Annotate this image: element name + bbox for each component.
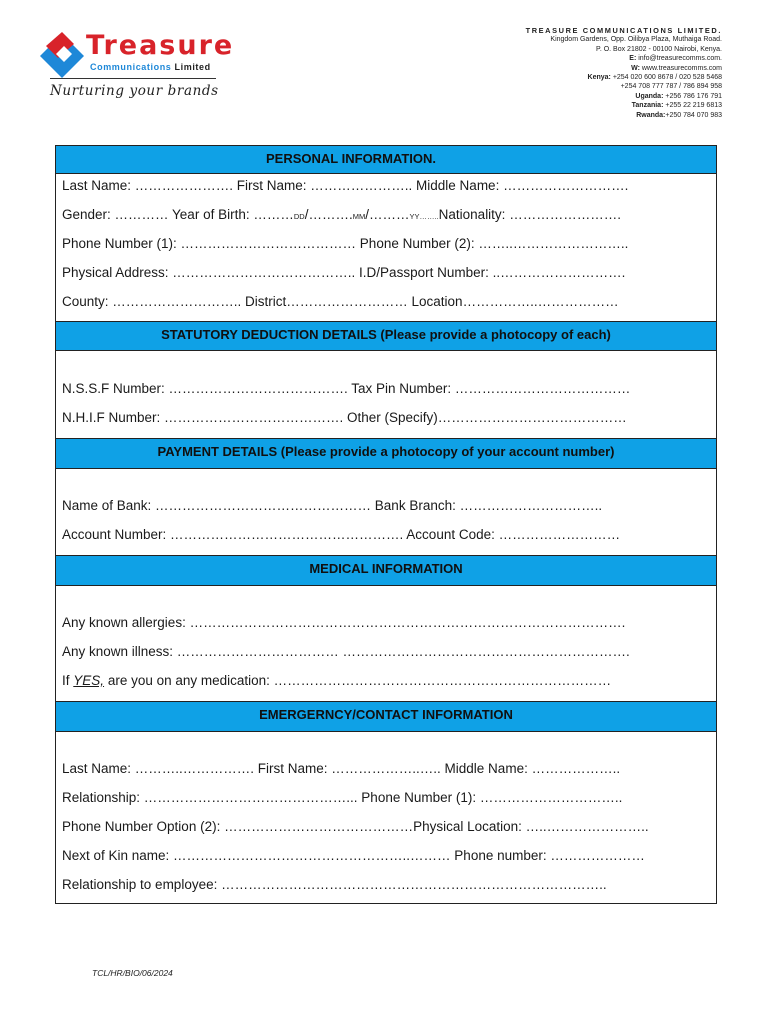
company-logo xyxy=(36,24,235,110)
personal-gender-dob-row[interactable] xyxy=(62,205,710,225)
logo-subtitle xyxy=(90,62,211,72)
account-row[interactable]: Account Number: ……………………………………………. Account Code: ……………………… xyxy=(62,527,621,542)
rwanda-label: Rwanda: xyxy=(636,111,666,119)
tanzania-phone: +255 22 219 6813 xyxy=(665,102,722,110)
tanzania-label: Tanzania: xyxy=(631,102,664,110)
nhif-other-row[interactable]: N.H.I.F Number: …………………………………. Other (Specify)…………………………………… xyxy=(62,410,627,425)
medication-yes: YES, xyxy=(73,673,105,688)
section-personal-information xyxy=(56,146,716,174)
email-label: E: xyxy=(629,55,637,63)
bank-branch-row[interactable]: Name of Bank: ………………………………………… Bank Branch: ………………………….. xyxy=(62,498,603,513)
illness-row[interactable]: Any known illness: ……………………………… ………………………………………………………. xyxy=(62,644,630,659)
company-email: info@treasurecomms.com. xyxy=(638,55,722,63)
mm-label: MM xyxy=(352,212,366,221)
diamond-logo-icon xyxy=(36,28,92,80)
logo-divider xyxy=(50,78,216,79)
section-title-payment: PAYMENT DETAILS (Please provide a photocopy of your account number) xyxy=(157,444,615,459)
section-title-medical: MEDICAL INFORMATION xyxy=(309,561,463,576)
web-label: W: xyxy=(631,64,640,72)
company-address-2: P. O. Box 21802 - 00100 Nairobi, Kenya. xyxy=(596,45,722,53)
kenya-phone-row xyxy=(526,73,722,82)
rwanda-phone: +250 784 070 983 xyxy=(665,111,722,119)
medication-text: are you on any medication: ………………………………………………………………… xyxy=(107,673,612,688)
bio-data-form xyxy=(55,145,717,904)
logo-sub-limited: Limited xyxy=(174,62,211,72)
section-emergency-contact xyxy=(56,701,716,732)
emergency-name-row[interactable]: Last Name: ………..……………. First Name: ………………..….. Middle Name: ……………….. xyxy=(62,761,621,776)
emergency-phone-location-row[interactable]: Phone Number Option (2): ……………………………………Physical Location: …..………………….. xyxy=(62,819,649,834)
relationship-to-employee-row[interactable]: Relationship to employee: ………………………………………………………………………….. xyxy=(62,877,607,892)
section-title-statutory: STATUTORY DEDUCTION DETAILS (Please provide a photocopy of each) xyxy=(161,327,611,342)
logo-tagline: Nurturing your brands xyxy=(50,83,219,99)
company-name: TREASURE COMMUNICATIONS LIMITED. xyxy=(525,26,722,35)
medication-if: If xyxy=(62,673,70,688)
kenya-label: Kenya: xyxy=(587,74,611,82)
medication-row[interactable] xyxy=(62,671,710,691)
company-web: www.treasurecomms.com xyxy=(641,64,722,72)
section-title-emergency: EMERGERNCY/CONTACT INFORMATION xyxy=(259,707,513,722)
personal-name-row[interactable]: Last Name: …………………. First Name: ………………….. Middle Name: ………………………. xyxy=(62,178,629,193)
company-address-1: Kingdom Gardens, Opp. Oilibya Plaza, Muthaiga Road. xyxy=(550,36,722,44)
section-payment-details xyxy=(56,438,716,469)
logo-name: Treasure xyxy=(86,30,235,61)
nssf-tax-row[interactable]: N.S.S.F Number: …………………………………. Tax Pin Number: ………………………………… xyxy=(62,381,631,396)
section-statutory-deductions xyxy=(56,321,716,351)
company-web-row xyxy=(526,64,722,73)
kenya-phone-1: +254 020 600 8678 / 020 528 5468 xyxy=(612,74,722,82)
dob-month-sep: /……… xyxy=(365,207,410,222)
uganda-phone-row xyxy=(526,92,722,101)
rwanda-phone-row xyxy=(526,111,722,120)
tanzania-phone-row xyxy=(526,101,722,110)
section-medical-information xyxy=(56,555,716,586)
yy-label: YY…….. xyxy=(409,212,439,221)
dob-day-sep: /………. xyxy=(304,207,353,222)
kenya-phone-2: +254 708 777 787 / 786 894 958 xyxy=(620,83,722,91)
section-title-personal: PERSONAL INFORMATION. xyxy=(266,151,436,166)
uganda-phone: +256 786 176 791 xyxy=(665,92,722,100)
company-contact-block xyxy=(526,26,722,120)
allergies-row[interactable]: Any known allergies: ……………………………………………………………………………………. xyxy=(62,615,626,630)
gender-yob-text: Gender: ………… Year of Birth: ……… xyxy=(62,207,294,222)
next-of-kin-row[interactable]: Next of Kin name: ……………………………………………..……… Phone number: ………………… xyxy=(62,848,645,863)
personal-phone-row[interactable]: Phone Number (1): ………………………………… Phone Number (2): ……..…………………….. xyxy=(62,236,629,251)
logo-sub-communications: Communications xyxy=(90,62,172,72)
nationality-text: Nationality: ……………………. xyxy=(438,207,621,222)
dd-label: DD xyxy=(293,212,305,221)
uganda-label: Uganda: xyxy=(635,92,664,100)
personal-address-row[interactable]: Physical Address: ………………………………….. I.D/Passport Number: ..………………………. xyxy=(62,265,626,280)
document-reference-code: TCL/HR/BIO/06/2024 xyxy=(92,968,173,978)
emergency-relationship-row[interactable]: Relationship: ………………………………………... Phone Number (1): ………………………….. xyxy=(62,790,623,805)
company-email-row xyxy=(526,54,722,63)
personal-location-row[interactable]: County: ……………………….. District……………………… Location……………..……………… xyxy=(62,294,619,309)
